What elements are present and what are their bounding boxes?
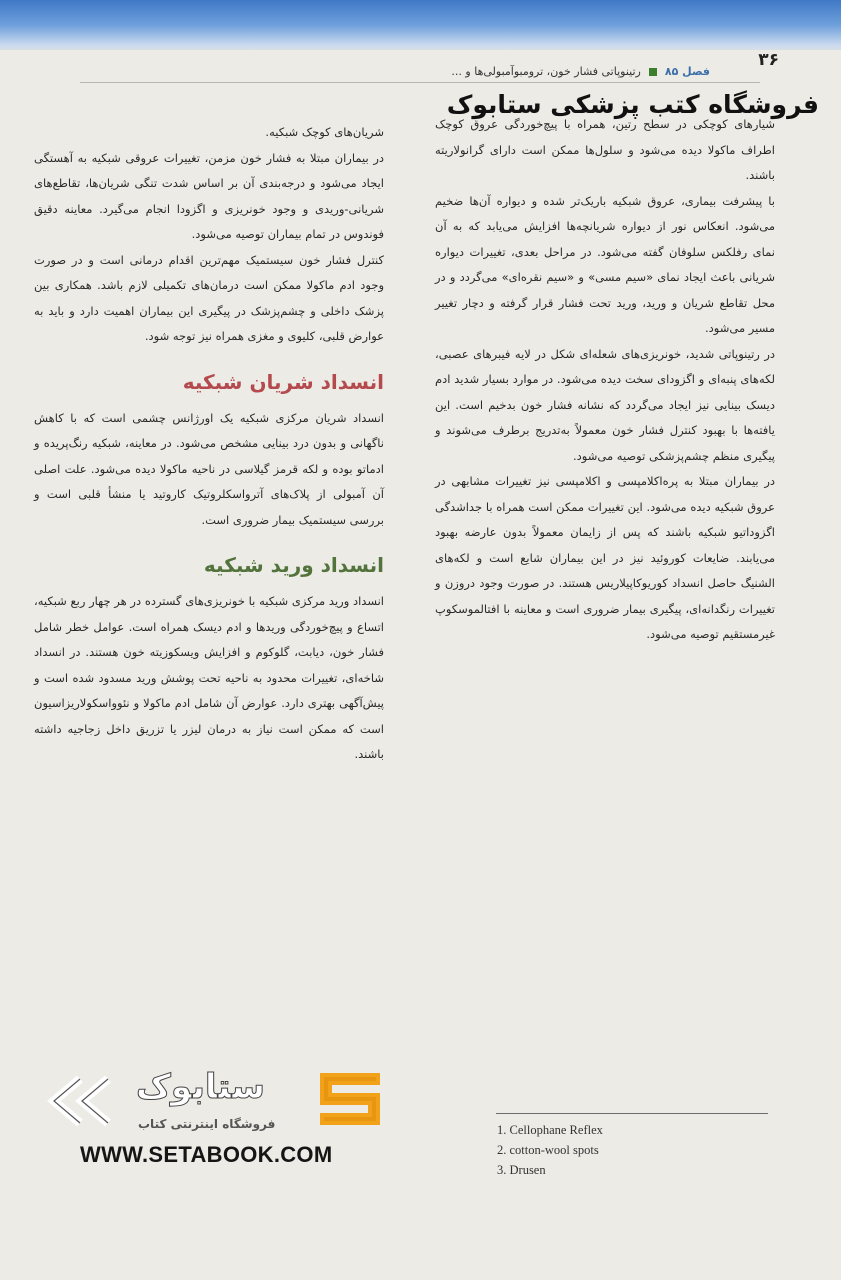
footnote-2: 2. cotton-wool spots [497,1143,599,1157]
footnote-1: 1. Cellophane Reflex [497,1123,603,1137]
running-head [290,65,710,78]
chapter-label: فصل ۸۵ [664,65,710,78]
left-intro-3: کنترل فشار خون سیستمیک مهم‌ترین اقدام درمانی است و در صورت وجود ادم ماکولا ممکن است درمان‌های تکمیلی لازم باشد. همکاری بین پزشک داخلی و چشم‌پزشک در پیگیری این بیماران اهمیت دارد و باید به عوارض قلبی، کلیوی و مغزی همراه نیز توجه شود. [34,252,384,343]
running-title: رتینوپاتی فشار خون، ترومبوآمبولی‌ها و ... [451,65,641,78]
right-paragraph-2: با پیشرفت بیماری، عروق شبکیه باریک‌تر شده و دیواره آن‌ها ضخیم می‌شود. انعکاس نور از دیواره شریانچه‌ها افزایش می‌یابد که به آن نمای رفلکس سلوفان گفته می‌شود. در مراحل بعدی، تغییرات دیواره شریانی باعث ایجاد نمای «سیم مسی» و «سیم نقره‌ای» می‌گردد و در محل تقاطع شریان و ورید، ورید تحت فشار قرار گرفته و دچار تغییر مسیر می‌شود. [435,193,775,335]
section-heading-vein: انسداد ورید شبکیه [203,553,384,577]
section-artery-text: انسداد شریان مرکزی شبکیه یک اورژانس چشمی است که با کاهش ناگهانی و بدون درد بینایی مشخص می‌شود. در معاینه، شبکیه رنگ‌پریده و ادماتو بوده و لکه قرمز گیلاسی در ناحیه ماکولا دیده می‌شود. علت اصلی آن آمبولی از پلاک‌های آترواسکلروتیک کاروتید یا منشأ قلبی است و بررسی سیستمیک بیمار ضروری است. [34,410,384,527]
watermark-url[interactable]: WWW.SETABOOK.COM [80,1142,333,1167]
footnote-rule [496,1113,768,1114]
footnotes [497,1120,777,1180]
chapter-square-icon [649,68,657,76]
footnote-3: 3. Drusen [497,1163,546,1177]
chevrons-icon [40,1071,130,1131]
setabook-logo-icon [310,1069,390,1129]
right-paragraph-4: در بیماران مبتلا به پره‌اکلامپسی و اکلامپسی نیز تغییرات مشابهی در عروق شبکیه دیده می‌شود. این تغییرات ممکن است همراه با جداشدگی اگزوداتیو شبکیه باشند که پس از زایمان معمولاً بدون عارضه بهبود می‌یابند. ضایعات کوروئید نیز در این بیماران شایع است و لکه‌های الشنیگ حاصل انسداد کوریوکاپیلاریس هستند. در صورت وجود دروزن و تغییرات رنگدانه‌ای، پیگیری بیمار ضروری است و معاینه با افتالموسکوپ غیرمستقیم توصیه می‌شود. [435,474,775,641]
watermark-subtitle: فروشگاه اینترنتی کتاب [138,1117,276,1131]
left-column [34,120,384,768]
store-title-overlay: فروشگاه کتب پزشکی ستابوک [446,90,819,119]
section-heading-artery: انسداد شریان شبکیه [182,369,384,394]
right-paragraph-3: در رتینوپاتی شدید، خونریزی‌های شعله‌ای شکل در لایه فیبرهای عصبی، لکه‌های پنبه‌ای و اگزودای سخت دیده می‌شود. در موارد بسیار شدید ادم دیسک بینایی نیز ایجاد می‌گردد که نشانه فشار خون بدخیم است. این یافته‌ها با بهبود کنترل فشار خون معمولاً به‌تدریج برطرف می‌شوند و پیگیری منظم چشم‌پزشکی توصیه می‌شود. [435,346,775,463]
page-number: ۳۶ [758,50,779,70]
header-rule [80,82,760,83]
top-blue-band [0,0,841,56]
watermark-brand: ستابوک [136,1067,265,1107]
left-intro-1: شریان‌های کوچک شبکیه. [265,125,384,139]
right-column [435,112,775,648]
right-paragraph-1: شیارهای کوچکی در سطح رتین، همراه با پیچ‌خوردگی عروق کوچک اطراف ماکولا دیده می‌شود و سلول‌ها ممکن است دارای گرانولاریته باشند. [435,117,775,182]
left-intro-2: در بیماران مبتلا به فشار خون مزمن، تغییرات عروقی شبکیه به آهستگی ایجاد می‌شود و درجه‌بندی آن بر اساس شدت تنگی شریان‌ها، تقاطع‌های شریانی-وریدی و وجود خونریزی و اگزودا انجام می‌گیرد. معاینه دقیق فوندوس در تمام بیماران توصیه می‌شود. [34,150,384,241]
section-vein-text: انسداد ورید مرکزی شبکیه با خونریزی‌های گسترده در هر چهار ربع شبکیه، اتساع و پیچ‌خوردگی وریدها و ادم دیسک همراه است. عوامل خطر شامل فشار خون، دیابت، گلوکوم و افزایش ویسکوزیته خون هستند. در انسداد شاخه‌ای، تغییرات محدود به ناحیه تحت پوشش ورید مسدود شده است و پیش‌آگهی بهتری دارد. عوارض آن شامل ادم ماکولا و نئوواسکولاریزاسیون است که ممکن است نیاز به درمان لیزر یا تزریق داخل زجاجیه داشته باشند. [34,594,384,761]
